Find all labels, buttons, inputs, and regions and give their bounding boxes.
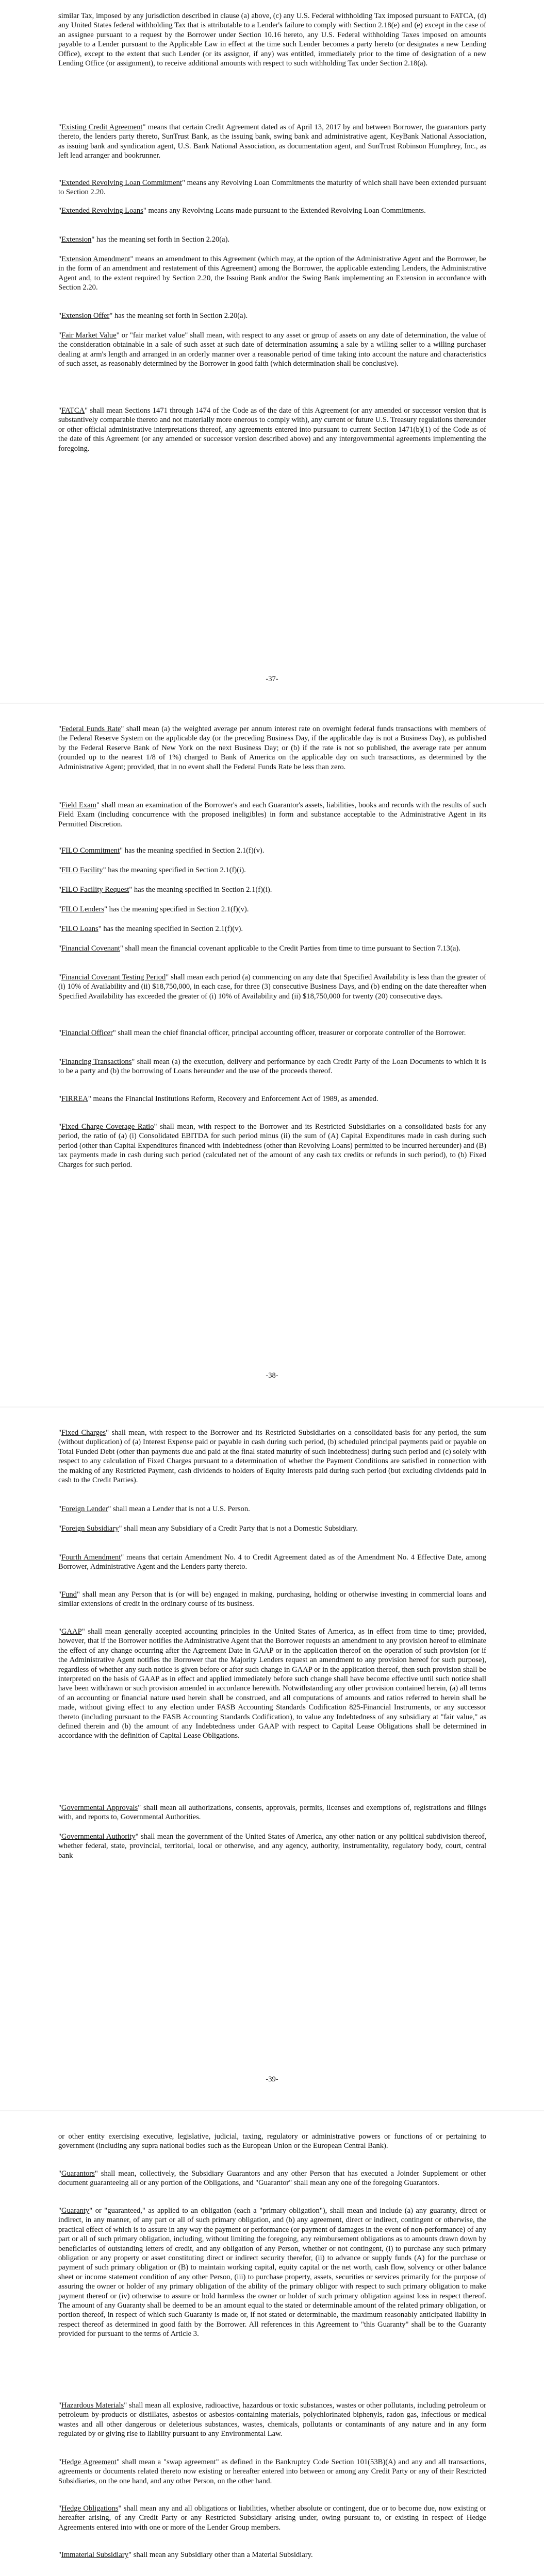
definition-paragraph: "Extension" has the meaning set forth in Section 2.20(a).	[58, 235, 230, 244]
definition-paragraph: "Guarantors" shall mean, collectively, the Subsidiary Guarantors and any other Person that has executed a Joinder Supplement or other document guaranteeing all or any portion of the Obligations, and "Guarantor" shall mean any one of the foregoing Guarantors.	[58, 2170, 486, 2188]
definition-paragraph: "FILO Facility Request" has the meaning specified in Section 2.1(f)(i).	[58, 886, 272, 894]
definition-paragraph: "Fourth Amendment" means that certain Amendment No. 4 to Credit Agreement dated as of the Amendment No. 4 Effective Date, among Borrower, Administrative Agent and the Lenders party thereto.	[58, 1553, 486, 1571]
definition-paragraph: "Extended Revolving Loan Commitment" means any Revolving Loan Commitments the maturity of which shall have been extended pursuant to Section 2.20.	[58, 179, 487, 197]
defined-term: Guarantors	[61, 2170, 95, 2178]
definition-paragraph: "Financial Covenant Testing Period" shall mean each period (a) commencing on any date that Specified Availability is less than the greater of (i) 10% of Availability and (ii) $18,750,000, in each case, for three (3) consecutive Business Days, and (b) ending on the date thereafter when Specified Availability has exceeded the greater of (i) 10% of Availability and (ii) $18,750,000 for twenty (20) consecutive days.	[58, 973, 486, 1001]
definition-paragraph: "Immaterial Subsidiary" shall mean any Subsidiary other than a Material Subsidiary.	[58, 2551, 313, 2559]
definition-paragraph: "Guaranty" or "guaranteed," as applied to an obligation (each a "primary obligation"), shall mean and include (a) any guaranty, direct or indirect, in any manner, of any part or all of such primary obligation, and (b) any agreement, direct or indirect, contingent or otherwise, the practical effect of which is to assure in any way the payment or performance (or payment of damages in the event of non-performance) of any part or all of such primary obligation, including, without limiting the foregoing, any reimbursement obligations as to amounts drawn down by beneficiaries of outstanding letters of credit, and any obligation of any Person, whether or not contingent, (i) to purchase any such primary obligation or any property or asset constituting direct or indirect security therefor, (ii) to advance or supply funds (A) for the purchase or payment of such primary obligation or (B) to maintain working capital, equity capital or the net worth, cash flow, solvency or other balance sheet or income statement condition of any other Person, (iii) to purchase property, assets, securities or services primarily for the purpose of assuring the owner or holder of any primary obligation of the ability of the primary obligor with respect to such primary obligation to make payment thereof or (iv) otherwise to assure or hold harmless the owner or holder of such primary obligation against loss in respect thereof. The amount of any Guaranty shall be deemed to be an amount equal to the stated or determinable amount of the related primary obligation, or portion thereof, in respect of which such Guaranty is made or, if not stated or determinable, the maximum reasonably anticipated liability in respect thereof as determined in good faith by the Borrower. All references in this Agreement to "this Guaranty" shall be to the Guaranty provided for pursuant to the terms of Article 3.	[58, 2207, 486, 2338]
definition-paragraph: "FATCA" shall mean Sections 1471 through 1474 of the Code as of the date of this Agreement (or any amended or successor version that is substantively comparable thereto and not materially more onerous to comply with), any current or future U.S. Treasury regulations thereunder or other official administrative interpretations thereof, any agreements entered into pursuant to current Section 1471(b)(1) of the Code as of the date of this Agreement (or any amended or successor version described above) and any intergovernmental agreements implementing the foregoing.	[58, 406, 486, 453]
definition-paragraph: "Field Exam" shall mean an examination of the Borrower's and each Guarantor's assets, liabilities, books and records with the results of such Field Exam (including concurrence with the proposed ineligibles) in form and substance acceptable to the Administrative Agent in its Permitted Discretion.	[58, 801, 486, 828]
definition-paragraph: "Federal Funds Rate" shall mean (a) the weighted average per annum interest rate on overnight federal funds transactions with members of the Federal Reserve System on the applicable day (or the preceding Business Day, if the applicable day is not a Business Day), as published by the Federal Reserve Bank of New York on the next Business Day; or (b) if the rate is not so published, the average rate per annum (rounded up to the nearest 1/8 of 1%) charged to Bank of America on the applicable day on such transactions, as determined by the Administrative Agent; provided, that in no event shall the Federal Funds Rate be less than zero.	[58, 725, 486, 771]
defined-term: Fixed Charges	[61, 1429, 106, 1437]
defined-term: FILO Facility Request	[61, 886, 129, 894]
page-40	[0, 2111, 544, 2576]
defined-term: Extended Revolving Loans	[61, 207, 143, 215]
definition-paragraph: "Existing Credit Agreement" means that certain Credit Agreement dated as of April 13, 2017 by and between Borrower, the guarantors party thereto, the lenders party thereto, SunTrust Bank, as the issuing bank, swing bank and administrative agent, KeyBank National Association, as issuing bank and syndication agent, U.S. Bank National Association, as documentation agent, and SunTrust Robinson Humphrey, Inc., as left lead arranger and bookrunner.	[58, 123, 487, 160]
definition-paragraph: "Extension Offer" has the meaning set forth in Section 2.20(a).	[58, 312, 248, 320]
defined-term: Hedge Agreement	[61, 2458, 117, 2466]
defined-term: FILO Facility	[61, 866, 103, 874]
definition-paragraph: "Fund" shall mean any Person that is (or will be) engaged in making, purchasing, holding or otherwise investing in commercial loans and similar extensions of credit in the ordinary course of its business.	[58, 1590, 486, 1608]
definition-paragraph: "GAAP" shall mean generally accepted accounting principles in the United States of America, as in effect from time to time; provided, however, that if the Borrower notifies the Administrative Agent that the Borrower requests an amendment to any provision hereof to eliminate the effect of any change occurring after the Agreement Date in GAAP or in the application thereof on the operation of such provision (or if the Administrative Agent notifies the Borrower that the Majority Lenders request an amendment to any provision hereof for such purpose), regardless of whether any such notice is given before or after such change in GAAP or in the application thereof, then such provision shall be interpreted on the basis of GAAP as in effect and applied immediately before such change shall have become effective until such notice shall have been withdrawn or such provision amended in accordance herewith. Notwithstanding any other provision contained herein, (a) all terms of an accounting or financial nature used herein shall be construed, and all computations of amounts and ratios referred to herein shall be made, without giving effect to any election under FASB Accounting Standards Codification 825-Financial Instruments, or any successor thereto (including pursuant to the FASB Accounting Standards Codification), to value any Indebtedness of any subsidiary at "fair value," as defined therein and (b) the amount of any Indebtedness under GAAP with respect to Capital Lease Obligations shall be determined in accordance with the definition of Capital Lease Obligations.	[58, 1628, 486, 1740]
defined-term: Financial Officer	[61, 1029, 113, 1037]
page-number: -37-	[266, 675, 278, 683]
defined-term: Foreign Subsidiary	[61, 1524, 119, 1533]
defined-term: Extended Revolving Loan Commitment	[61, 179, 182, 187]
definition-paragraph: "Governmental Authority" shall mean the government of the United States of America, any other nation or any political subdivision thereof, whether federal, state, provincial, territorial, local or otherwise, and any agency, authority, instrumentality, regulatory body, court, central bank	[58, 1833, 486, 1860]
defined-term: Financing Transactions	[61, 1058, 132, 1066]
defined-term: Foreign Lender	[61, 1505, 108, 1513]
definition-paragraph: "FIRREA" means the Financial Institutions Reform, Recovery and Enforcement Act of 1989, as amended.	[58, 1095, 378, 1103]
defined-term: Field Exam	[61, 801, 97, 809]
page-37	[0, 0, 544, 703]
page-39	[0, 1408, 544, 2111]
definition-paragraph: "FILO Lenders" has the meaning specified in Section 2.1(f)(v).	[58, 905, 249, 913]
defined-term: Fund	[61, 1590, 77, 1599]
defined-term: Extension Offer	[61, 312, 110, 320]
definition-paragraph: or other entity exercising executive, legislative, judicial, taxing, regulatory or administrative powers or functions of or pertaining to government (including any supra national bodies such as the European Union or the European Central Bank).	[58, 2132, 486, 2150]
defined-term: Hedge Obligations	[61, 2504, 119, 2513]
defined-term: Federal Funds Rate	[61, 725, 121, 733]
definition-paragraph: "Financing Transactions" shall mean (a) the execution, delivery and performance by each Credit Party of the Loan Documents to which it is to be a party and (b) the borrowing of Loans hereunder and the use of the proceeds thereof.	[58, 1058, 486, 1076]
defined-term: Hazardous Materials	[61, 2401, 124, 2410]
definition-paragraph: "Hedge Agreement" shall mean a "swap agreement" as defined in the Bankruptcy Code Section 101(53B)(A) and any and all transactions, agreements or documents related thereto now existing or hereafter entered into between or among any Credit Party or any of their Restricted Subsidiaries, on the one hand, and any other Person, on the other hand.	[58, 2458, 486, 2485]
defined-term: Extension Amendment	[61, 255, 130, 263]
defined-term: Governmental Authority	[61, 1833, 136, 1841]
defined-term: Immaterial Subsidiary	[61, 2551, 129, 2559]
definition-paragraph: "Fixed Charge Coverage Ratio" shall mean, with respect to the Borrower and its Restricted Subsidiaries on a consolidated basis for any period, the ratio of (a) (i) Consolidated EBITDA for such period minus (ii) the sum of (A) Capital Expenditures made in cash during such period (other than Capital Expenditures financed with Indebtedness (other than Revolving Loans) permitted to be incurred hereunder) and (B) tax payments made in cash during such period (calculated net of the amount of any cash tax credits or refunds in such period), to (b) Fixed Charges for such period.	[58, 1123, 486, 1169]
definition-paragraph: "Financial Covenant" shall mean the financial covenant applicable to the Credit Parties from time to time pursuant to Section 7.13(a).	[58, 944, 460, 953]
defined-term: FILO Commitment	[61, 846, 120, 855]
definition-paragraph: "Fixed Charges" shall mean, with respect to the Borrower and its Restricted Subsidiaries on a consolidated basis for any period, the sum (without duplication) of (a) Interest Expense paid or payable in cash during such period, (b) scheduled principal payments paid or payable on Total Funded Debt (other than payments due and paid at the final stated maturity of such Indebtedness) during such period and (c) solely with respect to any calculation of Fixed Charges pursuant to a determination of whether the Payment Conditions are satisfied in connection with the making of any Restricted Payment, cash dividends to holders of Equity Interests paid during such period (but excluding dividends paid in cash to the Credit Parties).	[58, 1429, 486, 1485]
defined-term: GAAP	[61, 1628, 82, 1636]
defined-term: Existing Credit Agreement	[61, 123, 143, 131]
defined-term: Fair Market Value	[61, 331, 117, 340]
definition-paragraph: "Foreign Subsidiary" shall mean any Subsidiary of a Credit Party that is not a Domestic Subsidiary.	[58, 1524, 358, 1533]
definition-paragraph: "FILO Loans" has the meaning specified in Section 2.1(f)(v).	[58, 925, 243, 933]
definition-paragraph: "FILO Commitment" has the meaning specified in Section 2.1(f)(v).	[58, 846, 265, 855]
defined-term: Fixed Charge Coverage Ratio	[61, 1123, 154, 1131]
defined-term: Governmental Approvals	[61, 1804, 138, 1812]
definition-paragraph: "Extension Amendment" means an amendment to this Agreement (which may, at the option of the Administrative Agent and the Borrower, be in the form of an amendment and restatement of this Agreement) among the Borrower, the applicable extending Lenders, the Administrative Agent and, to the extent required by Section 2.20, the Issuing Bank and/or the Swing Bank implementing an Extension in accordance with Section 2.20.	[58, 255, 486, 292]
defined-term: Extension	[61, 235, 92, 244]
definition-paragraph: similar Tax, imposed by any jurisdiction described in clause (a) above, (c) any U.S. Federal withholding Tax imposed pursuant to FATCA, (d) any United States federal withholding Tax that is attributable to a Lender's failure to comply with Section 2.18(e) and (e) except in the case of an assignee pursuant to a request by the Borrower under Section 10.16 hereto, any U.S. Federal withholding Taxes imposed on amounts payable to a Lender pursuant to the Applicable Law in effect at the time such Lender becomes a party hereto (or designates a new Lending Office), except to the extent that such Lender (or its assignor, if any) was entitled, immediately prior to the time of designation of a new Lending Office (or assignment), to receive additional amounts with respect to such withholding Tax under Section 2.18(a).	[58, 12, 486, 68]
page-number: -38-	[266, 1371, 278, 1380]
defined-term: Fourth Amendment	[61, 1553, 121, 1562]
defined-term: Guaranty	[61, 2207, 90, 2215]
defined-term: FIRREA	[61, 1095, 88, 1103]
definition-paragraph: "Extended Revolving Loans" means any Revolving Loans made pursuant to the Extended Revolving Loan Commitments.	[58, 207, 426, 215]
defined-term: FILO Lenders	[61, 905, 105, 913]
defined-term: FATCA	[61, 406, 85, 415]
definition-paragraph: "Fair Market Value" or "fair market value" shall mean, with respect to any asset or group of assets on any date of determination, the value of the consideration obtainable in a sale of such asset at such date of determination assuming a sale by a willing seller to a willing purchaser dealing at arm's length and arranged in an orderly manner over a reasonable period of time taking into account the nature and characteristics of such asset, as reasonably determined by the Borrower in good faith (which determination shall be conclusive).	[58, 331, 486, 368]
definition-paragraph: "FILO Facility" has the meaning specified in Section 2.1(f)(i).	[58, 866, 246, 874]
definition-paragraph: "Governmental Approvals" shall mean all authorizations, consents, approvals, permits, licenses and exemptions of, registrations and filings with, and reports to, Governmental Authorities.	[58, 1804, 486, 1822]
definition-paragraph: "Foreign Lender" shall mean a Lender that is not a U.S. Person.	[58, 1505, 250, 1513]
definition-paragraph: "Hedge Obligations" shall mean any and all obligations or liabilities, whether absolute or contingent, due or to become due, now existing or hereafter arising, of any Credit Party or any Restricted Subsidiary arising under, owing pursuant to, or existing in respect of Hedge Agreements entered into with one or more of the Lender Group members.	[58, 2504, 486, 2532]
page-38	[0, 704, 544, 1407]
definition-paragraph: "Financial Officer" shall mean the chief financial officer, principal accounting officer, treasurer or corporate controller of the Borrower.	[58, 1029, 466, 1037]
defined-term: FILO Loans	[61, 925, 98, 933]
defined-term: Financial Covenant	[61, 944, 120, 953]
defined-term: Financial Covenant Testing Period	[61, 973, 166, 981]
page-number: -39-	[266, 2075, 278, 2083]
definition-paragraph: "Hazardous Materials" shall mean all explosive, radioactive, hazardous or toxic substances, wastes or other pollutants, including petroleum or petroleum by-products or distillates, asbestos or asbestos-containing materials, polychlorinated biphenyls, radon gas, infectious or medical wastes and all other dangerous or deleterious substances, wastes, chemicals, pollutants or contaminants of any nature and in any form regulated by or giving rise to liability pursuant to any Environmental Law.	[58, 2401, 486, 2438]
